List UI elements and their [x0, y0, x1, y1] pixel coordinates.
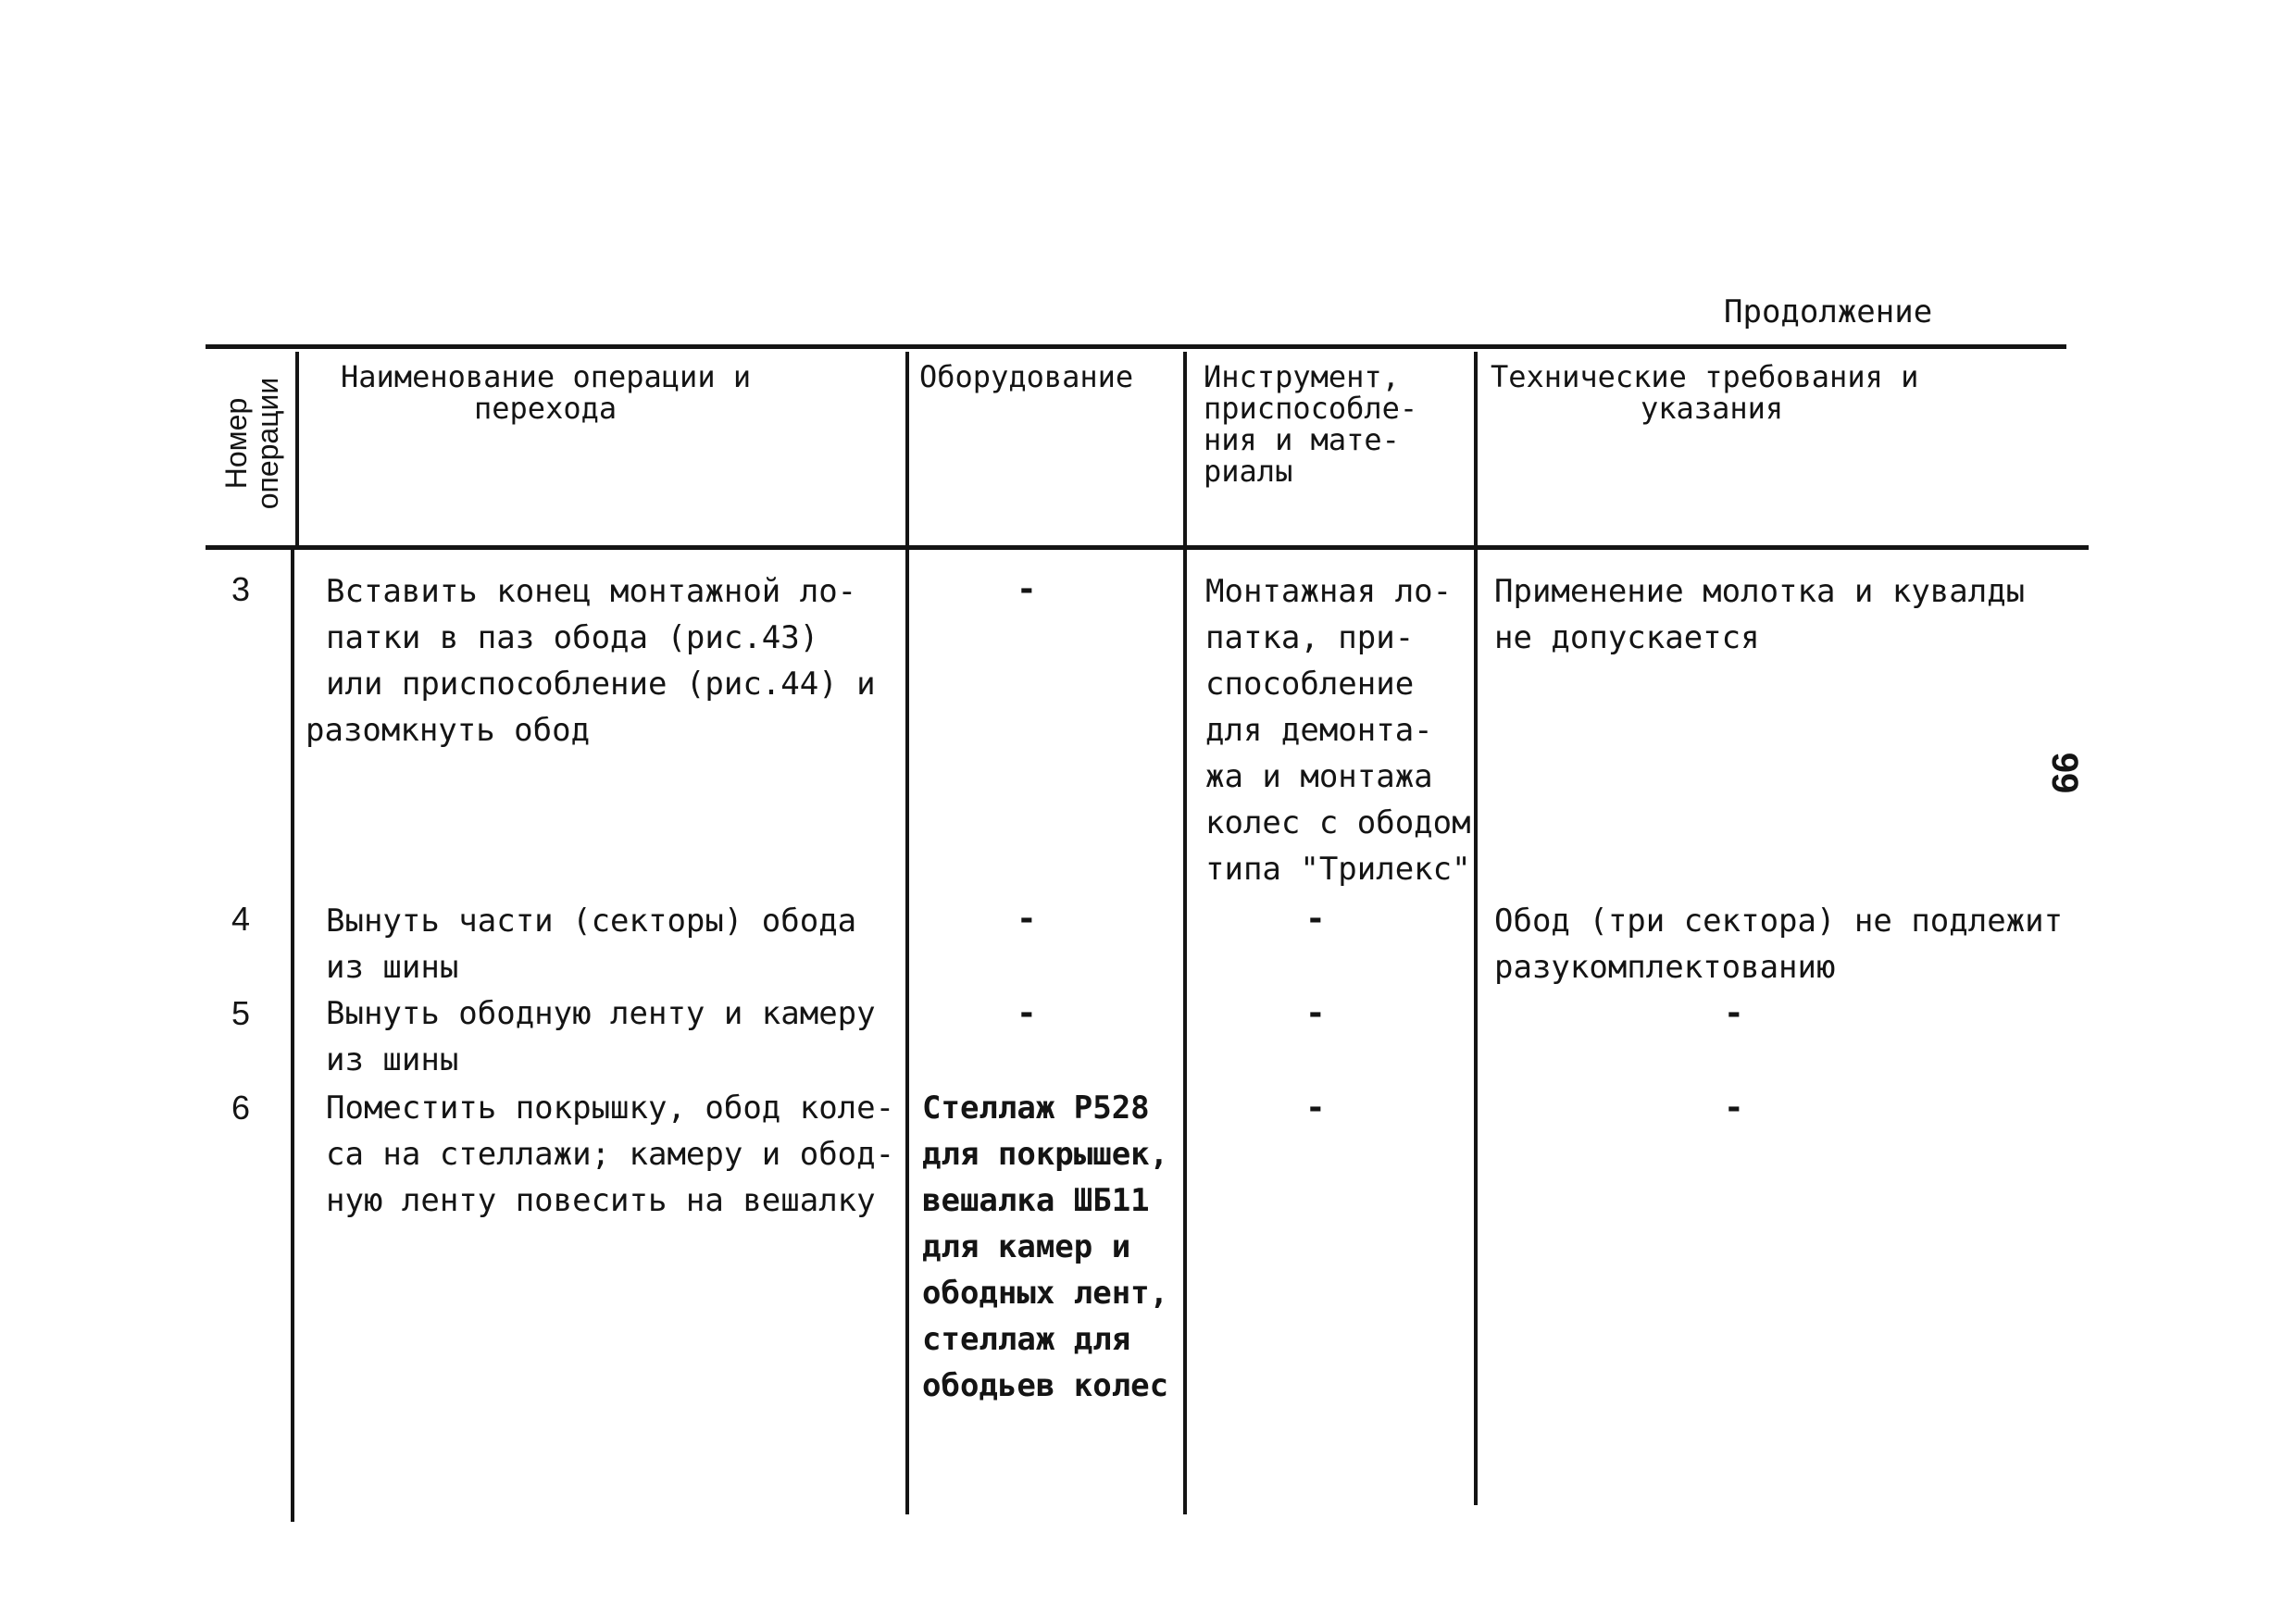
col-divider-3: [1183, 352, 1187, 1514]
continuation-label: Продолжение: [1724, 293, 1933, 330]
col-divider-4: [1474, 352, 1478, 1505]
row-4-operation-line2: из шины: [326, 949, 459, 986]
row-4-operation-line1: Вынуть части (секторы) обода: [326, 903, 857, 940]
row-6-equipment-line6: стеллаж для: [922, 1321, 1131, 1358]
row-3-operation-line2: патки в паз обода (рис.43): [326, 619, 819, 656]
header-requirements-line2: указания: [1641, 391, 1784, 426]
row-3-tools-line7: типа "Трилекс": [1205, 851, 1471, 888]
row-6-equipment-line3: вешалка ШБ11: [922, 1182, 1150, 1219]
header-equipment: Оборудование: [919, 359, 1134, 394]
row-6-equipment-line4: для камер и: [922, 1228, 1131, 1265]
row-6-operation-line2: са на стеллажи; камеру и обод-: [326, 1136, 895, 1173]
row-3-equipment: -: [1017, 570, 1037, 608]
row-6-requirements: -: [1724, 1089, 1744, 1127]
row-3-operation-line1: Вставить конец монтажной ло-: [326, 573, 857, 610]
row-3-tools-line3: способление: [1205, 666, 1415, 703]
row-5-number: 5: [231, 994, 251, 1032]
col-divider-1: [291, 550, 294, 1522]
row-5-equipment: -: [1017, 994, 1037, 1032]
row-3-operation-line4: разомкнуть обод: [306, 712, 591, 749]
row-3-tools-line1: Монтажная ло-: [1205, 573, 1453, 610]
row-6-equipment-line2: для покрышек,: [922, 1136, 1169, 1173]
row-3-tools-line4: для демонта-: [1205, 712, 1433, 749]
row-6-equipment-line1: Стеллаж Р528: [922, 1090, 1150, 1127]
header-number-line2: операции: [251, 377, 284, 510]
col-divider-1-header: [295, 352, 299, 546]
header-number-line1: Номер: [219, 397, 253, 490]
header-tools-line2: приспособле-: [1204, 391, 1418, 426]
page-number: 99: [2044, 752, 2085, 794]
row-4-requirements-line1: Обод (три сектора) не подлежит: [1494, 903, 2064, 940]
row-3-requirements-line1: Применение молотка и кувалды: [1494, 573, 2026, 610]
row-6-equipment-line7: ободьев колес: [922, 1367, 1169, 1404]
header-requirements-line1: Технические требования и: [1491, 359, 1919, 394]
row-6-operation-line3: ную ленту повесить на вешалку: [326, 1182, 876, 1219]
row-5-requirements: -: [1724, 994, 1744, 1032]
row-4-requirements-line2: разукомплектованию: [1494, 949, 1836, 986]
header-operation-line2: перехода: [474, 391, 618, 426]
header-tools-line4: риалы: [1204, 454, 1293, 489]
row-3-requirements-line2: не допускается: [1494, 619, 1760, 656]
header-number: [215, 356, 289, 542]
row-3-tools-line6: колес с ободом: [1205, 804, 1471, 841]
row-6-operation-line1: Поместить покрышку, обод коле-: [326, 1090, 895, 1127]
row-4-tools: -: [1305, 900, 1326, 938]
row-5-operation-line2: из шины: [326, 1041, 459, 1078]
col-divider-2: [905, 352, 909, 1514]
table-top-rule: [206, 344, 2066, 349]
row-3-number: 3: [231, 570, 251, 608]
table-header-rule: [206, 545, 2089, 550]
row-6-equipment-line5: ободных лент,: [922, 1275, 1169, 1312]
row-4-equipment: -: [1017, 900, 1037, 938]
row-3-operation-line3: или приспособление (рис.44) и: [326, 666, 876, 703]
row-4-number: 4: [231, 900, 251, 938]
header-tools-line3: ния и мате-: [1204, 422, 1400, 457]
row-6-tools: -: [1305, 1089, 1326, 1127]
header-tools-line1: Инструмент,: [1204, 359, 1400, 394]
row-5-operation-line1: Вынуть ободную ленту и камеру: [326, 995, 876, 1032]
row-6-number: 6: [231, 1089, 251, 1127]
row-5-tools: -: [1305, 994, 1326, 1032]
row-3-tools-line5: жа и монтажа: [1205, 758, 1433, 795]
row-3-tools-line2: патка, при-: [1205, 619, 1415, 656]
header-operation-line1: Наименование операции и: [341, 359, 752, 394]
